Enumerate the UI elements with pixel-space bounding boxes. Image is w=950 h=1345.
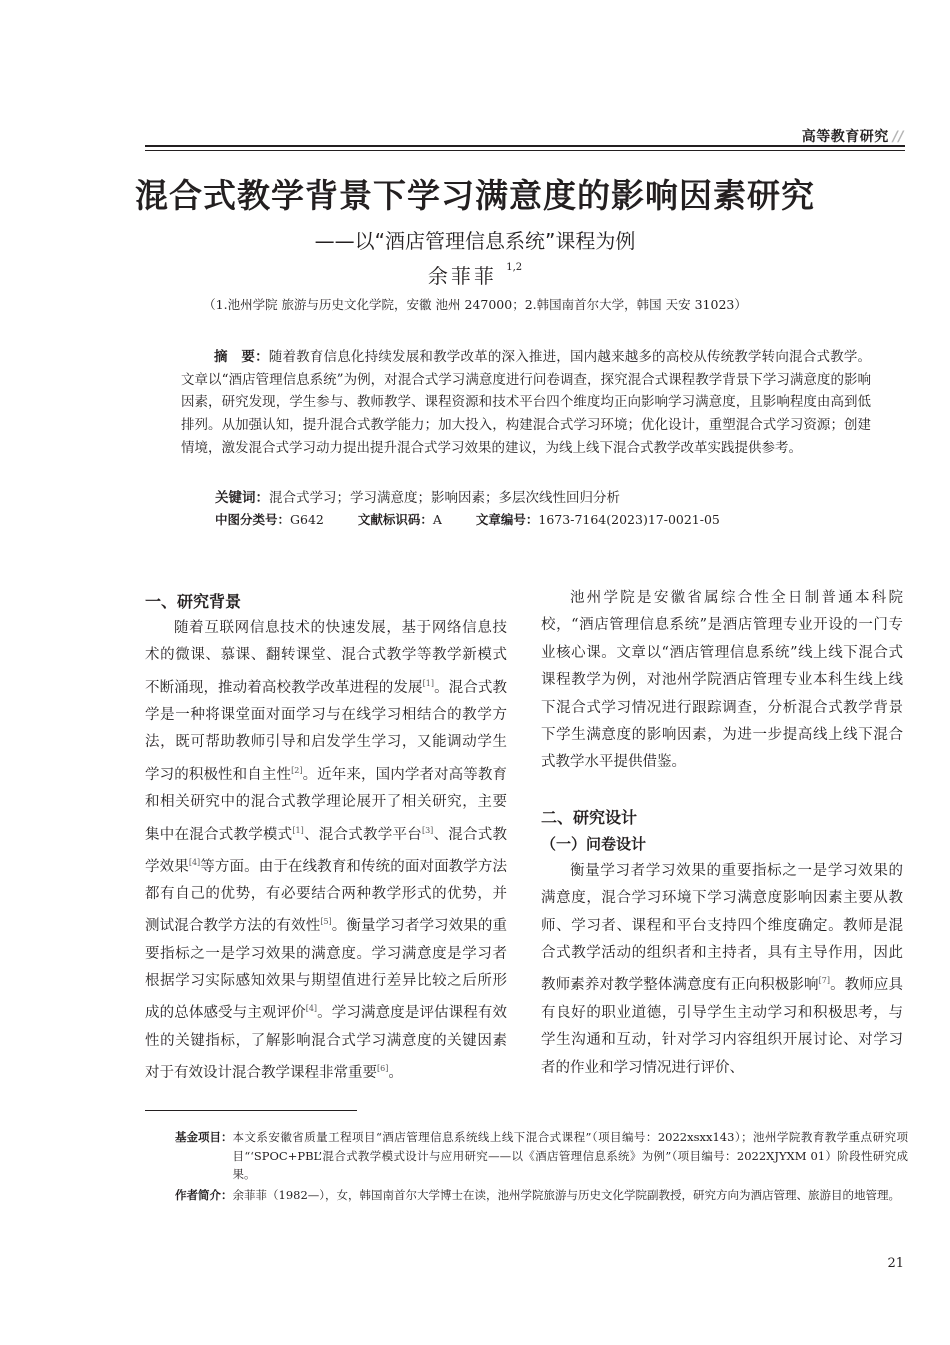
- keywords-label: 关键词：: [215, 490, 269, 506]
- citation: [7]: [818, 976, 830, 986]
- citation: [1]: [292, 825, 304, 835]
- abstract-text: 随着教育信息化持续发展和教学改革的深入推进，国内越来越多的高校从传统教学转向混合式教学。文章以“酒店管理信息系统”为例，对混合式学习满意度进行问卷调查，探究混合式课程教学背景下学习满意度的影响因素，研究发现，学生参与、教师教学、课程资源和技术平台四个维度均正向影响学习满意度，且影响程度由高到低排列。从加强认知，提升混合式教学能力；加大投入，构建混合式学习环境；优化设计，重塑混合式学习资源；创建情境，激发混合式学习动力提出提升混合式学习效果的建议，为线上线下混合式教学改革实践提供参考。: [181, 349, 872, 456]
- citation: [1]: [422, 678, 434, 688]
- fund-label: 基金项目：: [175, 1130, 233, 1144]
- author-affiliation-marks: 1,2: [506, 262, 523, 273]
- footnote-rule: [145, 1110, 357, 1111]
- author-line: [0, 260, 950, 289]
- page-number: 21: [887, 1256, 904, 1271]
- left-column: [145, 588, 507, 1087]
- author-bio-note: [175, 1186, 908, 1205]
- article-subtitle: ——以“酒店管理信息系统”课程为例: [314, 229, 636, 253]
- keywords: [215, 486, 620, 506]
- article-number-label: 文章编号：: [475, 512, 539, 527]
- heading-research-design: 二、研究设计: [541, 807, 638, 827]
- keywords-text: 混合式学习；学习满意度；影响因素；多层次线性回归分析: [269, 490, 620, 506]
- citation: [6]: [377, 1064, 389, 1074]
- header-rule-thin: [145, 150, 905, 151]
- fund-text: 本文系安徽省质量工程项目“酒店管理信息系统线上线下混合式课程”（项目编号：2022xsxx143）；池州学院教育教学重点研究项目“‘SPOC+PBL’混合式教学模式设计与应用研究——以《酒店管理信息系统》为例”（项目编号：2022XJYXM 01）阶段性研究成果。: [232, 1130, 908, 1181]
- header-rule-thick: [145, 145, 905, 147]
- doc-code-value: A: [432, 512, 442, 527]
- section-name: 高等教育研究: [801, 129, 889, 145]
- clc-value: G642: [290, 512, 324, 527]
- author-bio-text: 余菲菲（1982—），女，韩国南首尔大学博士在读，池州学院旅游与历史文化学院副教授，研究方向为酒店管理、旅游目的地管理。: [232, 1187, 901, 1202]
- affiliation: （1.池州学院 旅游与历史文化学院，安徽 池州 247000；2.韩国南首尔大学，韩国 天安 31023）: [203, 297, 747, 312]
- citation: [5]: [320, 917, 332, 927]
- author-name: 余菲菲: [427, 264, 497, 288]
- paragraph-chizhou-intro: 池州学院是安徽省属综合性全日制普通本科院校，“酒店管理信息系统”是酒店管理专业开设的一门专业核心课。文章以“酒店管理信息系统”线上线下混合式课程教学为例，对池州学院酒店管理专业本科生线上线下混合式学习情况进行跟踪调查，分析混合式教学背景下学生满意度的影响因素，为进一步提高线上线下混合式教学水平提供借鉴。: [541, 590, 903, 771]
- right-column: [541, 585, 903, 1082]
- citation: [3]: [421, 825, 434, 835]
- footnotes: [175, 1128, 908, 1206]
- abstract-label: 摘 要：: [214, 349, 269, 365]
- article-title: 混合式教学背景下学习满意度的影响因素研究: [135, 176, 815, 215]
- heading-research-background: 一、研究背景: [145, 592, 242, 611]
- author-bio-label: 作者简介：: [175, 1187, 233, 1202]
- citation: [2]: [291, 765, 303, 775]
- paragraph-questionnaire: 衡量学习者学习效果的重要指标之一是学习效果的满意度，混合学习环境下学习满意度影响因素主要从教师、学习者、课程和平台支持四个维度确定。教师是混合式教学活动的组织者和主持者，具有主导作用，因此教师素养对教学整体满意度有正向积极影响[7]。教师应具有良好的职业道德，引导学生主动学习和积极思考，与学生沟通和互动，针对学习内容组织开展讨论、对学习者的作业和学习情况进行评价、: [541, 862, 904, 1076]
- article-number-value: 1673-7164(2023)17-0021-05: [538, 512, 720, 527]
- doc-code-label: 文献标识码：: [357, 512, 433, 527]
- fund-note: [175, 1128, 908, 1184]
- paragraph-background: 随着互联网信息技术的快速发展，基于网络信息技术的微课、慕课、翻转课堂、混合式教学等教学新模式不断涌现，推动着高校教学改革进程的发展[1]。混合式教学是一种将课堂面对面学习与在线学习相结合的教学方法，既可帮助教师引导和启发学生学习，又能调动学生学习的积极性和自主性[2]。近年来，国内学者对高等教育和相关研究中的混合式教学理论展开了相关研究，主要集中在混合式教学模式[1]、混合式教学平台[3]、混合式教学效果[4]等方面。由于在线教育和传统的面对面教学方法都有自己的优势，有必要结合两种教学形式的优势，并测试混合教学方法的有效性[5]。衡量学习者学习效果的重要指标之一是学习效果的满意度。学习满意度是学习者根据学习实际感知效果与期望值进行差异比较之后所形成的总体感受与主观评价[4]。学习满意度是评估课程有效性的关键指标，了解影响混合式学习满意度的关键因素对于有效设计混合教学课程非常重要[6]。: [145, 620, 508, 1081]
- abstract: [181, 346, 871, 460]
- journal-section-header: [802, 126, 904, 146]
- heading-questionnaire-design: （一）问卷设计: [541, 834, 647, 853]
- classification-line: [215, 510, 750, 528]
- header-decor: //: [892, 129, 904, 145]
- citation: [4]: [305, 1004, 318, 1014]
- citation: [4]: [188, 857, 201, 867]
- clc-label: 中图分类号：: [215, 512, 291, 527]
